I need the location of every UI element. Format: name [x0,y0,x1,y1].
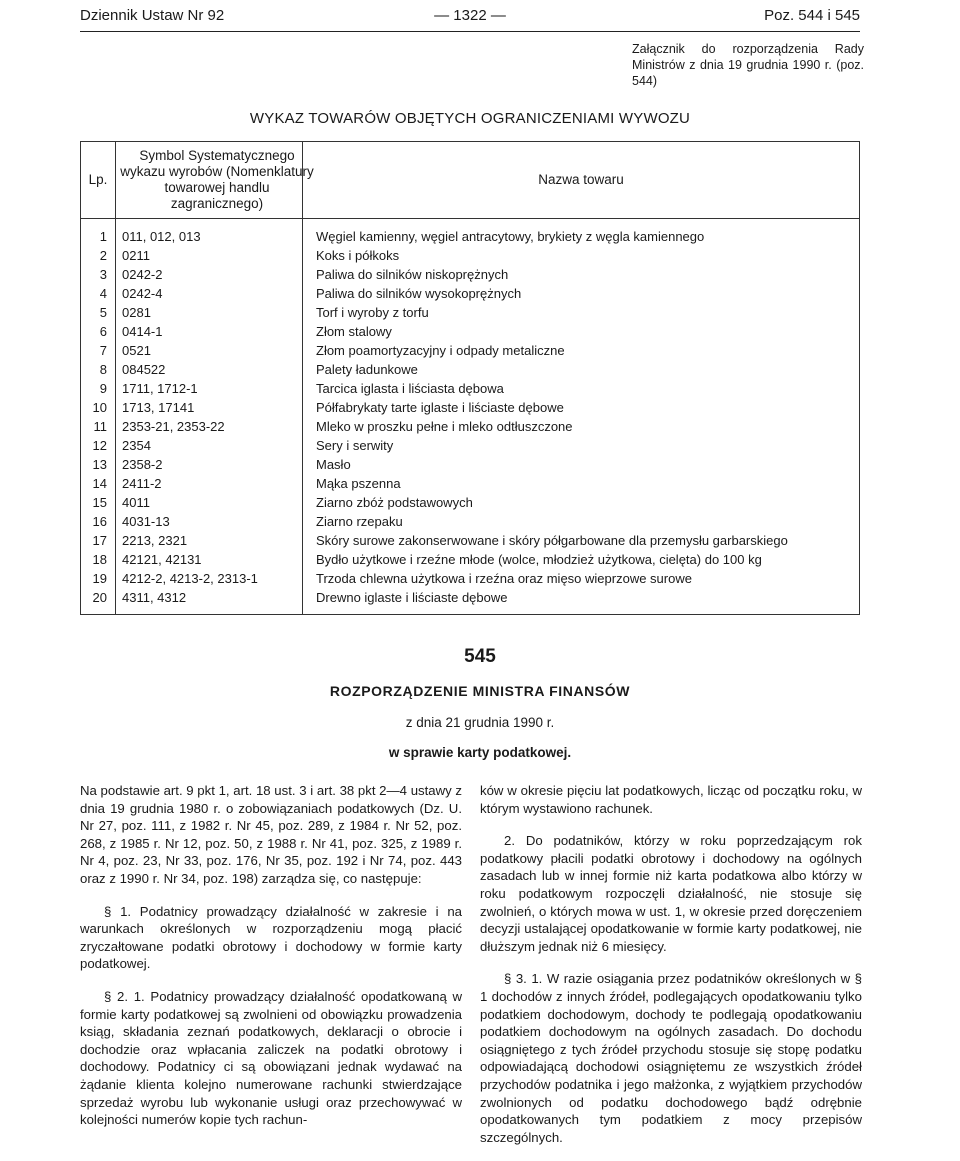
table-row [81,569,859,588]
row-symbol-code: 2411-2 [122,476,162,491]
row-number: 19 [92,571,107,586]
row-goods-name: Mleko w proszku pełne i mleko odtłuszczone [316,419,573,434]
row-symbol-code: 42121, 42131 [122,552,202,567]
table-row [81,303,859,322]
paragraph-2-continued: ków w okresie pięciu lat podatkowych, licząc od początku roku, w którym wystawiono rachunek. [480,783,862,816]
row-goods-name: Ziarno zbóż podstawowych [316,495,473,510]
column-header-symbol: Symbol Systematycznego wykazu wyrobów (Nomenklatury towarowej handlu zagranicznego) [120,148,314,211]
row-number: 20 [92,590,107,605]
row-goods-name: Sery i serwity [316,438,394,453]
row-symbol-code: 4212-2, 4213-2, 2313-1 [122,571,258,586]
page-header [80,5,860,32]
table-row [81,512,859,531]
row-symbol-code: 1713, 17141 [122,400,195,415]
paragraph-2-section-2: 2. Do podatników, którzy w roku poprzedzającym rok podatkowy płacili podatki obrotowy i dochodowy na ogólnych zasadach lub w innej formie niż karta podatkowa albo którzy w roku podatkowym rozpoczęli działalność, nie stosuje się zwolnień, o których mowa w ust. 1, w okresie przed doręczeniem decyzji ustalającej opodatkowanie w formie karty podatkowej, nie dłuższym jednak niż 6 miesięcy. [480,833,862,954]
row-symbol-code: 2213, 2321 [122,533,188,548]
table-row [81,322,859,341]
row-symbol-code: 4311, 4312 [122,590,187,605]
row-goods-name: Palety ładunkowe [316,362,418,377]
table-row [81,531,859,550]
table-row [81,379,859,398]
row-number: 11 [93,419,107,434]
annex-note: Załącznik do rozporządzenia Rady Ministrów z dnia 19 grudnia 1990 r. (poz. 544) [632,42,864,88]
row-goods-name: Skóry surowe zakonserwowane i skóry półgarbowane dla przemysłu garbarskiego [316,533,788,548]
row-number: 13 [92,457,107,472]
row-goods-name: Węgiel kamienny, węgiel antracytowy, brykiety z węgla kamiennego [316,229,705,244]
table-row [81,265,859,284]
row-goods-name: Masło [316,457,351,472]
paragraph-3: § 3. 1. W razie osiągania przez podatników określonych w § 1 dochodów z innych źródeł, podlegających opodatkowaniu tylko podatkiem dochodowym, dochody te podlegają opodatkowaniu podatkiem dochodowym na ogólnych zasadach. Do dochodu osiągniętego z tych źródeł przychodu stosuje się stopę podatku odpowiadającą dochodowi osiągniętemu ze wszystkich źródeł przychodów podatnika i jego małżonka, z wyjątkiem przychodów zwolnionych od podatku dochodowego bądź odrębnie opodatkowanych tym podatkiem z mocy przepisów szczególnych. [480,971,862,1145]
table-row [81,474,859,493]
act-number: 545 [464,646,496,667]
text-column-right [480,782,862,1161]
row-number: 4 [99,286,107,301]
table-row [81,550,859,569]
row-symbol-code: 0521 [122,343,151,358]
row-symbol-code: 011, 012, 013 [122,229,201,244]
list-title: WYKAZ TOWARÓW OBJĘTYCH OGRANICZENIAMI WYWOZU [249,110,691,127]
table-row [81,227,859,246]
row-goods-name: Trzoda chlewna użytkowa i rzeźna oraz mięso wieprzowe surowe [316,571,692,586]
preamble-paragraph: Na podstawie art. 9 pkt 1, art. 18 ust. 3 i art. 38 pkt 2—4 ustawy z dnia 19 grudnia 1980 r. o zobowiązaniach podatkowych (Dz. U. Nr 27, poz. 111, z 1982 r. Nr 45, poz. 289, z 1984 r. Nr 52, poz. 268, z 1985 r. Nr 12, poz. 50, z 1988 r. Nr 41, poz. 325, z 1989 r. Nr 4, poz. 23, Nr 33, poz. 176, Nr 35, poz. 192 i Nr 74, poz. 443 oraz z 1990 r. Nr 34, poz. 198) zarządza się, co następuje: [80,783,462,886]
row-symbol-code: 1711, 1712-1 [122,381,198,396]
column-header-lp: Lp. [88,172,108,187]
row-number: 3 [99,267,107,282]
table-row [81,398,859,417]
row-goods-name: Torf i wyroby z torfu [316,305,429,320]
row-goods-name: Drewno iglaste i liściaste dębowe [316,590,508,605]
text-column-left [80,782,462,1144]
table-row [81,417,859,436]
row-goods-name: Koks i półkoks [316,248,400,263]
goods-table [80,141,860,615]
column-header-name: Nazwa towaru [538,172,624,187]
row-number: 1 [99,229,107,244]
row-symbol-code: 0242-2 [122,267,163,282]
row-number: 15 [92,495,107,510]
row-number: 9 [99,381,107,396]
row-symbol-code: 2358-2 [122,457,163,472]
row-goods-name: Mąka pszenna [316,476,401,491]
header-divider [81,218,859,219]
row-goods-name: Półfabrykaty tarte iglaste i liściaste dębowe [316,400,564,415]
row-symbol-code: 2353-21, 2353-22 [122,419,225,434]
row-symbol-code: 0242-4 [122,286,163,301]
row-number: 7 [99,343,107,358]
table-row [81,436,859,455]
act-title: ROZPORZĄDZENIE MINISTRA FINANSÓW [329,683,631,699]
row-goods-name: Bydło użytkowe i rzeźne młode (wolce, młodzież użytkowa, cielęta) do 100 kg [316,552,762,567]
row-number: 12 [92,438,107,453]
table-row [81,360,859,379]
row-goods-name: Ziarno rzepaku [316,514,403,529]
table-row [81,341,859,360]
row-number: 5 [99,305,107,320]
position-reference: Poz. 544 i 545 [764,7,860,24]
act-subject: w sprawie karty podatkowej. [388,745,572,760]
journal-name: Dziennik Ustaw Nr 92 [80,7,225,24]
row-number: 14 [92,476,107,491]
page-number: — 1322 — [434,7,506,24]
row-goods-name: Złom poamortyzacyjny i odpady metaliczne [316,343,565,358]
row-goods-name: Złom stalowy [316,324,392,339]
row-symbol-code: 0211 [122,248,150,263]
row-number: 17 [92,533,107,548]
row-symbol-code: 0281 [122,305,151,320]
row-symbol-code: 2354 [122,438,151,453]
table-row [81,455,859,474]
act-date: z dnia 21 grudnia 1990 r. [405,715,555,730]
row-number: 10 [92,400,107,415]
table-body [81,227,859,607]
row-goods-name: Tarcica iglasta i liściasta dębowa [316,381,504,396]
row-number: 6 [99,324,107,339]
table-row [81,588,859,607]
row-number: 16 [92,514,107,529]
table-row [81,493,859,512]
paragraph-1: § 1. Podatnicy prowadzący działalność w zakresie i na warunkach określonych w rozporządzeniu mogą płacić zryczałtowane podatki obrotowy i dochodowy w formie karty podatkowej. [80,903,462,972]
row-number: 8 [99,362,107,377]
row-symbol-code: 0414-1 [122,324,163,339]
table-row [81,284,859,303]
row-number: 18 [92,552,107,567]
row-symbol-code: 4011 [122,495,150,510]
paragraph-2: § 2. 1. Podatnicy prowadzący działalność opodatkowaną w formie karty podatkowej są zwolnieni od obowiązku prowadzenia ksiąg, składania zeznań podatkowych, deklaracji o obrocie i dochodzie oraz wpłacania zaliczek na podatki obrotowy i dochodowy. Podatnicy ci są obowiązani jednak wydawać na żądanie klienta kolejno numerowane rachunki stwierdzające sprzedaż wyrobu lub wykonanie usługi oraz przechowywać w kolejności numerów kopie tych rachun- [80,988,462,1128]
row-symbol-code: 4031-13 [122,514,170,529]
row-goods-name: Paliwa do silników wysokoprężnych [316,286,522,301]
row-goods-name: Paliwa do silników niskoprężnych [316,267,509,282]
row-symbol-code: 084522 [122,362,166,377]
table-row [81,246,859,265]
row-number: 2 [99,248,107,263]
